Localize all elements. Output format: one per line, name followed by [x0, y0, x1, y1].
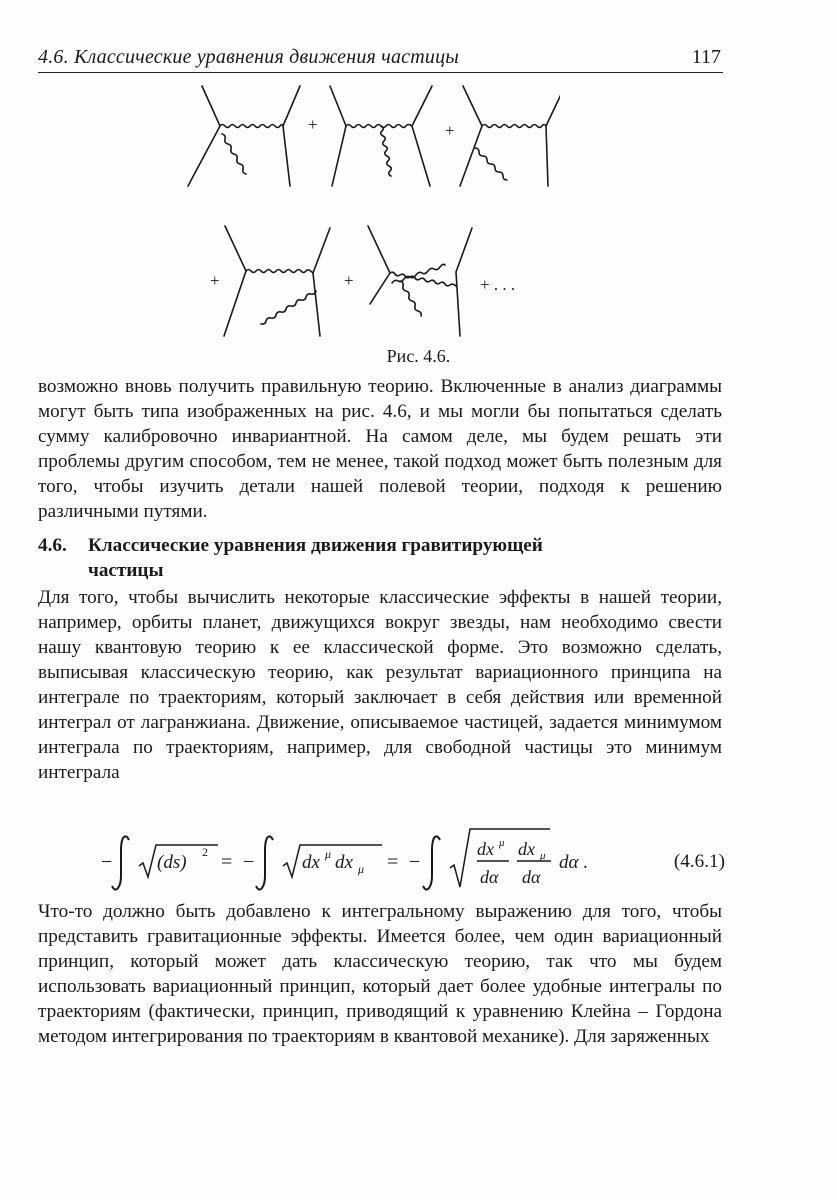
- eq-frac2-den: dα: [522, 867, 541, 887]
- eq-frac1-num-mu: μ: [499, 837, 505, 849]
- sqrt-sign-2: [283, 845, 382, 877]
- eq-frac2-num-mu: μ: [540, 850, 546, 862]
- page-number: 117: [691, 46, 721, 68]
- eq-dalpha-tail: dα: [559, 852, 579, 873]
- equation-4-6-1: [95, 826, 725, 896]
- paragraph-body: Для того, чтобы вычислить некоторые классические эффекты в нашей теории, например, орбиты планет, движущихся вокруг звезды, нам необходимо свести нашу квантовую теорию к ее классической форме. Это возможно сделать, выписывая классическую теорию, как результат вариационного принципа на интеграле по траекториям, который заключает в себя действия или временной интеграл от лагранжиана. Движение, описываемое частицей, задается минимумом интеграла по траекториям, например, для свободной частицы это минимум интеграла: [38, 587, 722, 783]
- diagram-3-photon-emitted: [475, 148, 507, 180]
- eq-equals-1: =: [221, 851, 233, 873]
- feynman-diagrams-figure: [180, 78, 560, 348]
- diagram-3-line-upper-left: [463, 86, 482, 126]
- diagram-2-line-upper-left: [330, 86, 346, 126]
- plus-sign-1: +: [308, 115, 318, 134]
- diagram-1-photon-horizontal: [220, 125, 283, 128]
- diagram-4-line-upper-right: [313, 228, 330, 273]
- diagram-4-photon-horizontal: [246, 270, 313, 274]
- section-number: 4.6.: [38, 535, 67, 556]
- diagram-5: [368, 226, 472, 336]
- plus-sign-3: +: [210, 271, 220, 290]
- diagram-4: [224, 226, 330, 336]
- eq-frac1-num-dx: dx: [477, 839, 494, 859]
- diagram-5-line-upper-left: [368, 226, 390, 273]
- integral-sign-2: [256, 836, 273, 889]
- diagram-3: [460, 86, 560, 186]
- running-head: [38, 44, 723, 73]
- section-heading: [38, 533, 722, 583]
- diagram-2-line-lower-right: [412, 126, 430, 186]
- diagram-1-line-lower-right: [283, 126, 290, 186]
- diagram-2-line-upper-right: [412, 86, 432, 126]
- equation-svg: [95, 826, 655, 896]
- diagram-3-photon-horizontal: [482, 125, 546, 128]
- feynman-diagrams-svg: [180, 78, 560, 348]
- diagram-3-line-upper-right: [546, 86, 560, 126]
- paragraph-after-equation: Что-то должно быть добавлено к интегральному выражению для того, чтобы представить гравитационные эффекты. Имеется более, чем один вариационный принцип, который может дать классическую теорию, так что мы будем использовать вариационный принцип, который дает более удобные интегралы по траекториям (фактически, принцип, приводящий к уравнению Клейна – Гордона методом интегрирования по траекториям в квантовой механике). Для заряженных: [38, 901, 722, 1047]
- eq-ds-squared: (ds): [157, 852, 187, 873]
- diagram-4-photon-emitted: [261, 291, 316, 324]
- eq-mu-lower-1: μ: [358, 862, 365, 876]
- eq-frac2-num-dx: dx: [518, 839, 535, 859]
- eq-period: .: [583, 852, 588, 873]
- ellipsis: + . . .: [480, 275, 516, 294]
- integral-sign-1: [112, 836, 129, 889]
- diagram-2-photon-emitted: [381, 126, 392, 176]
- diagram-2-photon-horizontal: [346, 125, 412, 128]
- plus-sign-2: +: [445, 121, 455, 140]
- diagram-4-line-lower-right: [313, 273, 320, 336]
- diagram-2-line-lower-left: [332, 126, 346, 186]
- running-title: 4.6. Классические уравнения движения частицы: [38, 46, 460, 68]
- diagram-4-line-upper-left: [225, 226, 246, 271]
- integral-sign-3: [423, 836, 440, 889]
- section-title-line1: Классические уравнения движения гравитирующей: [88, 535, 543, 556]
- eq-equals-2: =: [387, 851, 399, 873]
- diagram-5-photon-emitted: [400, 281, 421, 316]
- eq-dx-1: dx: [302, 852, 320, 873]
- eq-minus-2: −: [243, 851, 255, 873]
- eq-frac1-den: dα: [480, 867, 499, 887]
- diagram-1-line-upper-left: [202, 86, 220, 126]
- plus-sign-4: +: [344, 271, 354, 290]
- equation-number: (4.6.1): [673, 851, 725, 872]
- diagram-5-line-lower-left: [370, 273, 390, 304]
- diagram-3-line-lower-left: [460, 126, 482, 186]
- section-title-line2: частицы: [88, 560, 164, 581]
- eq-dx-2: dx: [335, 852, 353, 873]
- diagram-1-line-upper-right: [283, 86, 300, 126]
- diagram-2: [330, 86, 432, 186]
- diagram-1-photon-emitted: [222, 134, 246, 174]
- diagram-5-line-lower-right: [456, 272, 460, 336]
- paragraph-intro: возможно вновь получить правильную теорию. Включенные в анализ диаграммы могут быть типа изображенных на рис. 4.6, и мы могли бы попытаться сделать сумму калибровочно инвариантной. На самом деле, мы будем решать эти проблемы другим способом, тем не менее, такой подход может быть полезным для того, чтобы изучить детали нашей полевой теории, подходя к решению различными путями.: [38, 376, 722, 522]
- diagram-4-line-lower-left: [224, 271, 246, 336]
- eq-exponent-2: 2: [202, 845, 208, 859]
- eq-minus-1: −: [101, 851, 113, 873]
- diagram-3-line-lower-right: [546, 126, 548, 186]
- figure-caption: Рис. 4.6.: [386, 346, 451, 366]
- diagram-5-line-upper-right: [456, 228, 472, 272]
- eq-minus-3: −: [409, 851, 421, 873]
- diagram-1: [188, 86, 300, 186]
- eq-mu-upper-1: μ: [325, 847, 332, 861]
- diagram-1-line-lower-left: [188, 126, 220, 186]
